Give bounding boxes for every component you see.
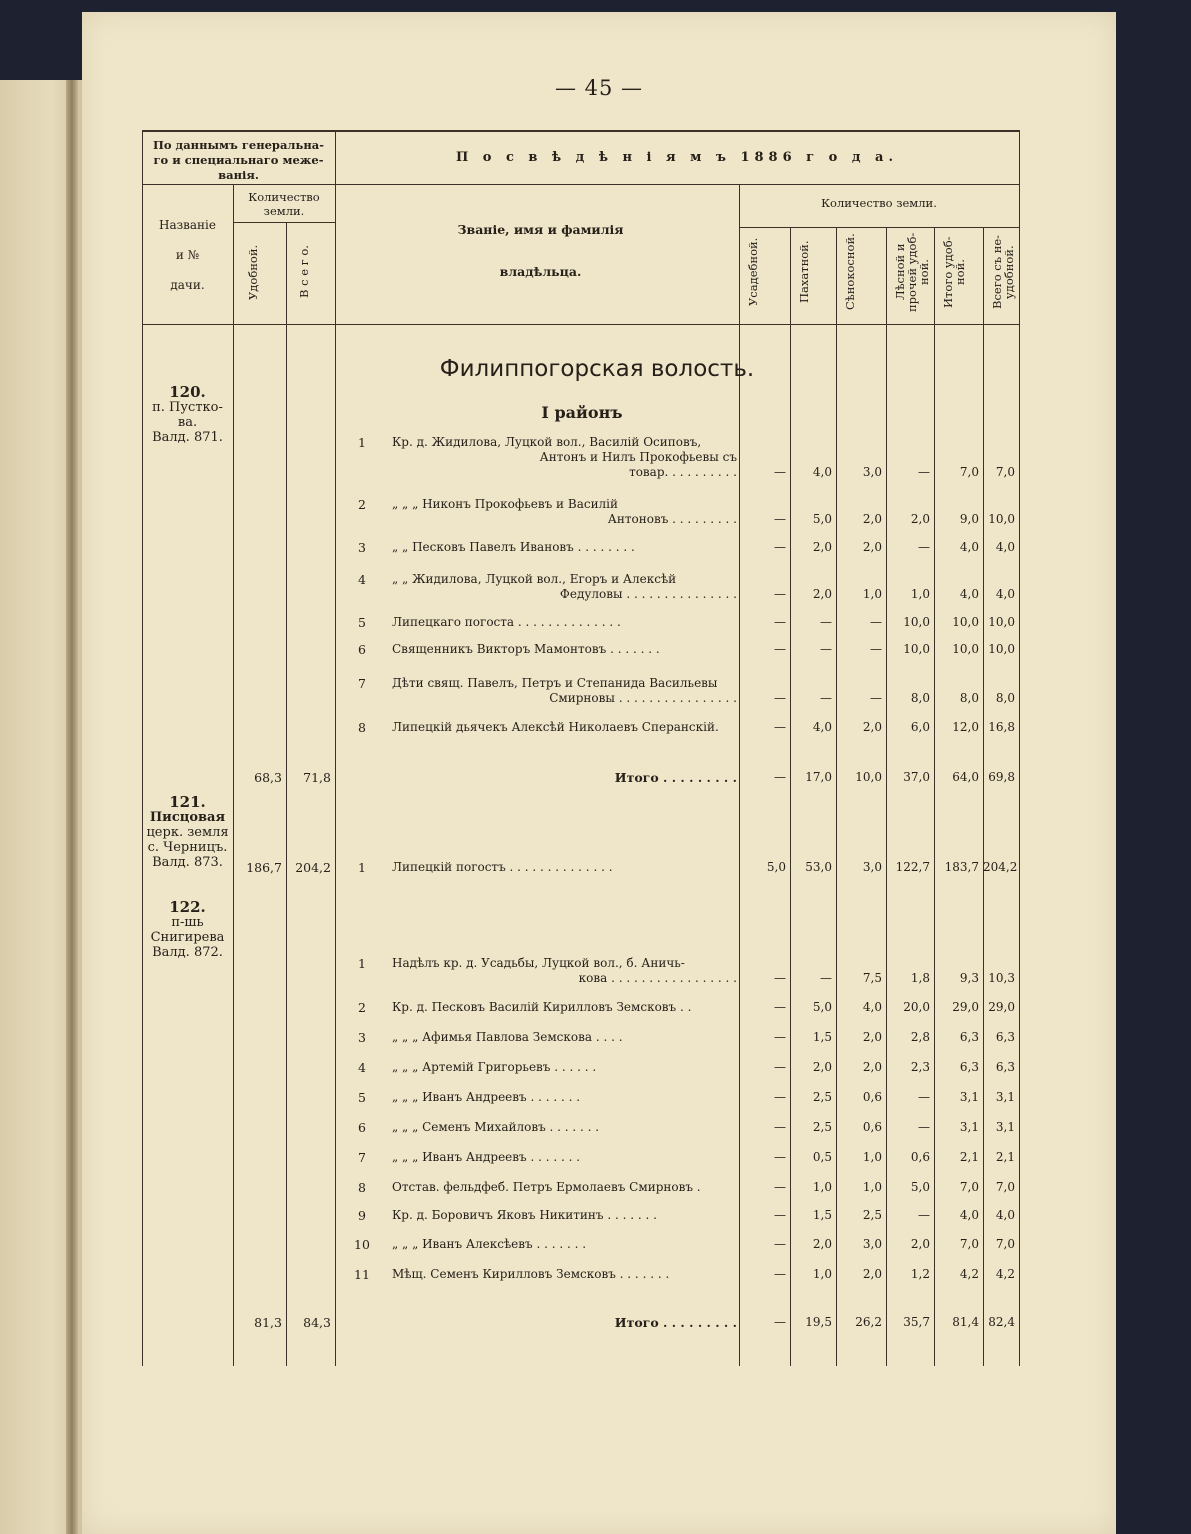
value-cell-5: 4,0 — [995, 587, 1015, 601]
value-cell-3: 6,0 — [910, 720, 930, 734]
row-number: 5 — [358, 615, 366, 630]
value-cell-5: 7,0 — [995, 1180, 1015, 1194]
value-cell-0: — — [774, 1180, 786, 1194]
rule-under-source-left — [142, 184, 335, 185]
row-number: 1 — [358, 956, 366, 971]
value-cell-5: 10,0 — [988, 642, 1015, 656]
owner-line: Дѣти свящ. Павелъ, Петръ и Степанида Васильевы — [392, 676, 718, 690]
rule-les — [934, 227, 935, 1366]
owner-line: „ „ Песковъ Павелъ Ивановъ . . . . . . . . — [392, 540, 635, 554]
value-cell-3: 122,7 — [895, 860, 930, 874]
value-cell-3: — — [918, 1090, 930, 1104]
value-cell-1: — — [820, 615, 832, 629]
value-cell-0: — — [774, 1237, 786, 1251]
value-cell-4: 7,0 — [959, 1237, 979, 1251]
owner-line: „ „ „ Иванъ Алексѣевъ . . . . . . . — [392, 1237, 587, 1251]
value-cell-0: — — [774, 540, 786, 554]
value-cell-4: 4,0 — [959, 587, 979, 601]
row-number: 3 — [358, 540, 366, 555]
row-number: 3 — [358, 1030, 366, 1045]
owner-col-header-line: владѣльца. — [499, 264, 582, 279]
value-cell-3: 1,8 — [910, 971, 930, 985]
qty-right-sub-5: Всего съ не-удобной. — [990, 234, 1016, 310]
value-cell-0: — — [774, 1090, 786, 1104]
row-number: 8 — [358, 1180, 366, 1195]
row-number: 1 — [358, 860, 366, 875]
rule-senok — [886, 227, 887, 1366]
qty-header-line: земли. — [263, 204, 305, 218]
qty-sub-udob: Удобной. — [246, 244, 260, 300]
owner-line: Липецкаго погоста . . . . . . . . . . . . . . — [392, 615, 621, 629]
value-cell-0: — — [774, 1030, 786, 1044]
value-cell-4: 6,3 — [959, 1060, 979, 1074]
value-cell-2: 3,0 — [862, 465, 882, 479]
rayon-heading: I районъ — [541, 403, 623, 422]
value-cell-0: — — [774, 1315, 786, 1329]
owner-line: Антоновъ . . . . . . . . . — [607, 512, 737, 526]
row-number: 7 — [358, 676, 366, 691]
value-cell-5: 4,0 — [995, 1208, 1015, 1222]
value-cell-4: 4,2 — [959, 1267, 979, 1281]
value-cell-2: 1,0 — [862, 587, 882, 601]
rule-usad — [790, 227, 791, 1366]
value-cell-0: — — [774, 642, 786, 656]
value-cell-3: — — [918, 1120, 930, 1134]
source-right-title: П о с в ѣ д ѣ н і я м ъ 1886 г о д а. — [455, 150, 898, 165]
rule-left — [142, 132, 143, 1366]
owner-line: товар. . . . . . . . . . — [629, 465, 737, 479]
group-name-line: Валд. 873. — [152, 855, 223, 870]
qty-right-sub-3: Лѣсной и прочей удоб-ной. — [893, 232, 931, 312]
owner-line: Федуловы . . . . . . . . . . . . . . . — [559, 587, 737, 601]
qty-sub-vsego: В с е г о. — [297, 245, 311, 299]
value-cell-3: 37,0 — [903, 770, 930, 784]
value-cell-2: 1,0 — [862, 1150, 882, 1164]
value-cell-5: 82,4 — [988, 1315, 1015, 1329]
value-cell-4: 2,1 — [959, 1150, 979, 1164]
value-cell-2: 10,0 — [855, 770, 882, 784]
book-gutter — [66, 80, 78, 1534]
row-number: 6 — [358, 642, 366, 657]
source-left-line: го и специальнаго меже- — [153, 153, 324, 167]
value-cell-1: 5,0 — [812, 512, 832, 526]
row-number: 7 — [358, 1150, 366, 1165]
value-cell-0: — — [774, 512, 786, 526]
value-cell-5: 10,0 — [988, 512, 1015, 526]
group-name-line: Писцовая — [149, 810, 226, 825]
value-cell-0: — — [774, 720, 786, 734]
owner-line: „ „ Жидилова, Луцкой вол., Егоръ и Алексѣй — [392, 572, 677, 586]
name-col-header-line: дачи. — [170, 278, 205, 292]
value-cell-2: 2,5 — [862, 1208, 882, 1222]
owner-line: Антонъ и Нилъ Прокофьевы съ — [539, 450, 737, 464]
row-number: 9 — [358, 1208, 366, 1223]
value-cell-3: 5,0 — [910, 1180, 930, 1194]
value-cell-2: 2,0 — [862, 1030, 882, 1044]
value-cell-0: — — [774, 1000, 786, 1014]
value-cell-1: 17,0 — [805, 770, 832, 784]
value-cell-4: 3,1 — [959, 1120, 979, 1134]
owner-line: Кр. д. Боровичъ Яковъ Никитинъ . . . . . . . — [392, 1208, 657, 1222]
qty-right-sub-2: Сѣнокосной. — [843, 233, 857, 311]
row-number: 8 — [358, 720, 366, 735]
owner-line: Отстав. фельдфеб. Петръ Ермолаевъ Смирновъ . — [392, 1180, 701, 1194]
group-name-line: Валд. 871. — [152, 430, 223, 445]
value-cell-1: 4,0 — [812, 720, 832, 734]
volost-heading: Филиппогорская волость. — [439, 356, 755, 382]
value-cell-2: 3,0 — [862, 1237, 882, 1251]
value-cell-0: — — [774, 1267, 786, 1281]
value-cell-4: 10,0 — [952, 642, 979, 656]
value-cell-2: — — [870, 642, 882, 656]
value-cell-0: — — [774, 1120, 786, 1134]
owner-line: Липецкій дьячекъ Алексѣй Николаевъ Сперанскій. — [392, 720, 719, 734]
owner-line: Смирновы . . . . . . . . . . . . . . . . — [549, 691, 737, 705]
value-cell-5: 3,1 — [995, 1120, 1015, 1134]
qty-right-sub-4: Итого удоб-ной. — [941, 236, 967, 308]
value-cell-0: — — [774, 587, 786, 601]
group-name-line: п-шь — [171, 915, 204, 930]
value-cell-5: 2,1 — [995, 1150, 1015, 1164]
value-cell-1: 2,5 — [812, 1090, 832, 1104]
value-cell-2: — — [870, 691, 882, 705]
owner-line: „ „ „ Артемій Григорьевъ . . . . . . — [392, 1060, 597, 1074]
value-cell-2: — — [870, 615, 882, 629]
value-cell-2: 2,0 — [862, 512, 882, 526]
vsego-cell: 204,2 — [295, 860, 331, 875]
value-cell-0: — — [774, 1150, 786, 1164]
value-cell-0: — — [774, 1060, 786, 1074]
row-number: 2 — [358, 497, 366, 512]
value-cell-5: 4,0 — [995, 540, 1015, 554]
row-number: 2 — [358, 1000, 366, 1015]
group-name-line: Снигирева — [150, 930, 225, 945]
value-cell-1: 1,5 — [812, 1030, 832, 1044]
value-cell-0: — — [774, 770, 786, 784]
rule-under-qty-left — [233, 222, 335, 223]
value-cell-4: 12,0 — [952, 720, 979, 734]
total-udob: 81,3 — [254, 1315, 282, 1330]
value-cell-4: 183,7 — [944, 860, 979, 874]
value-cell-3: — — [918, 1208, 930, 1222]
owner-line: Надѣлъ кр. д. Усадьбы, Луцкой вол., б. Аничь- — [392, 956, 685, 970]
source-left-line: ванія. — [218, 168, 259, 182]
value-cell-4: 9,3 — [959, 971, 979, 985]
value-cell-3: 2,3 — [910, 1060, 930, 1074]
value-cell-1: 53,0 — [805, 860, 832, 874]
qty-right-sub-0: Усадебной. — [746, 237, 760, 307]
group-name-line: с. Черницъ. — [147, 840, 228, 855]
value-cell-2: 1,0 — [862, 1180, 882, 1194]
total-label: Итого . . . . . . . . . — [614, 1315, 737, 1330]
value-cell-5: 69,8 — [988, 770, 1015, 784]
udob-cell: 186,7 — [246, 860, 282, 875]
row-number: 4 — [358, 572, 366, 587]
value-cell-5: 8,0 — [995, 691, 1015, 705]
value-cell-5: 29,0 — [988, 1000, 1015, 1014]
owner-line: „ „ „ Никонъ Прокофьевъ и Василій — [392, 497, 619, 511]
value-cell-5: 204,2 — [983, 860, 1018, 874]
rule-udob — [286, 222, 287, 1366]
value-cell-3: 2,0 — [910, 512, 930, 526]
rule-right — [1019, 132, 1020, 1366]
value-cell-5: 6,3 — [995, 1060, 1015, 1074]
owner-line: Священникъ Викторъ Мамонтовъ . . . . . . . — [392, 642, 660, 656]
row-number: 4 — [358, 1060, 366, 1075]
value-cell-0: 5,0 — [766, 860, 786, 874]
qty-right-sub-1: Пахатной. — [797, 240, 811, 304]
value-cell-1: 4,0 — [812, 465, 832, 479]
owner-line: Кр. д. Песковъ Василій Кирилловъ Земсковъ . . — [392, 1000, 692, 1014]
source-left-line: По даннымъ генеральна- — [153, 138, 324, 152]
owner-line: Кр. д. Жидилова, Луцкой вол., Василій Осиповъ, — [392, 435, 702, 449]
value-cell-5: 6,3 — [995, 1030, 1015, 1044]
value-cell-2: 0,6 — [862, 1090, 882, 1104]
value-cell-2: 3,0 — [862, 860, 882, 874]
value-cell-0: — — [774, 615, 786, 629]
owner-line: „ „ „ Семенъ Михайловъ . . . . . . . — [392, 1120, 600, 1134]
value-cell-3: — — [918, 540, 930, 554]
value-cell-4: 4,0 — [959, 1208, 979, 1222]
value-cell-2: 2,0 — [862, 720, 882, 734]
value-cell-3: 0,6 — [910, 1150, 930, 1164]
value-cell-4: 9,0 — [959, 512, 979, 526]
owner-col-header-line: Званіе, имя и фамилія — [457, 222, 624, 237]
total-udob: 68,3 — [254, 770, 282, 785]
value-cell-3: 10,0 — [903, 615, 930, 629]
value-cell-1: 2,0 — [812, 1060, 832, 1074]
value-cell-4: 7,0 — [959, 1180, 979, 1194]
value-cell-1: — — [820, 691, 832, 705]
value-cell-4: 4,0 — [959, 540, 979, 554]
rule-pakh — [836, 227, 837, 1366]
group-name-line: ва. — [177, 415, 198, 430]
value-cell-1: — — [820, 971, 832, 985]
value-cell-4: 6,3 — [959, 1030, 979, 1044]
value-cell-1: 1,0 — [812, 1267, 832, 1281]
value-cell-4: 10,0 — [952, 615, 979, 629]
value-cell-4: 8,0 — [959, 691, 979, 705]
value-cell-5: 10,0 — [988, 615, 1015, 629]
value-cell-2: 2,0 — [862, 1267, 882, 1281]
value-cell-1: 1,5 — [812, 1208, 832, 1222]
total-label: Итого . . . . . . . . . — [614, 770, 737, 785]
total-vsego: 71,8 — [303, 770, 331, 785]
row-number: 1 — [358, 435, 366, 450]
rule-vsego — [335, 132, 336, 1366]
group-name-line: 120. — [169, 383, 206, 401]
group-name-line: 122. — [169, 898, 206, 916]
value-cell-3: 10,0 — [903, 642, 930, 656]
value-cell-4: 81,4 — [952, 1315, 979, 1329]
value-cell-3: 8,0 — [910, 691, 930, 705]
value-cell-2: 2,0 — [862, 1060, 882, 1074]
value-cell-0: — — [774, 465, 786, 479]
rule-under-source-right — [335, 184, 1019, 185]
value-cell-1: 0,5 — [812, 1150, 832, 1164]
value-cell-5: 7,0 — [995, 1237, 1015, 1251]
rule-header-bottom — [142, 324, 1019, 325]
value-cell-0: — — [774, 1208, 786, 1222]
row-number: 6 — [358, 1120, 366, 1135]
row-number: 5 — [358, 1090, 366, 1105]
value-cell-2: 0,6 — [862, 1120, 882, 1134]
owner-line: Мѣщ. Семенъ Кирилловъ Земсковъ . . . . . . . — [392, 1267, 670, 1281]
owner-line: кова . . . . . . . . . . . . . . . . . — [578, 971, 737, 985]
qty-right-header: Количество земли. — [821, 196, 937, 210]
name-col-header-line: и № — [175, 248, 200, 262]
name-col-header-line: Названіе — [158, 218, 216, 232]
value-cell-2: 2,0 — [862, 540, 882, 554]
value-cell-1: 19,5 — [805, 1315, 832, 1329]
group-name-line: церк. земля — [146, 825, 229, 840]
value-cell-1: 2,5 — [812, 1120, 832, 1134]
value-cell-3: 1,2 — [910, 1267, 930, 1281]
value-cell-2: 4,0 — [862, 1000, 882, 1014]
value-cell-3: 20,0 — [903, 1000, 930, 1014]
value-cell-1: 2,0 — [812, 1237, 832, 1251]
qty-header-line: Количество — [248, 190, 320, 204]
value-cell-2: 7,5 — [862, 971, 882, 985]
value-cell-4: 29,0 — [952, 1000, 979, 1014]
owner-line: Липецкій погостъ . . . . . . . . . . . . . . — [392, 860, 613, 874]
value-cell-3: 1,0 — [910, 587, 930, 601]
total-vsego: 84,3 — [303, 1315, 331, 1330]
value-cell-1: 2,0 — [812, 540, 832, 554]
value-cell-5: 3,1 — [995, 1090, 1015, 1104]
value-cell-3: 2,8 — [910, 1030, 930, 1044]
page-number: — 45 — — [554, 76, 644, 100]
value-cell-5: 7,0 — [995, 465, 1015, 479]
value-cell-0: — — [774, 971, 786, 985]
value-cell-3: 2,0 — [910, 1237, 930, 1251]
owner-line: „ „ „ Иванъ Андреевъ . . . . . . . — [392, 1150, 581, 1164]
rule-itogo — [983, 227, 984, 1366]
group-name-line: п. Пустко- — [152, 400, 223, 415]
group-name-line: 121. — [169, 793, 206, 811]
value-cell-4: 3,1 — [959, 1090, 979, 1104]
row-number: 11 — [354, 1267, 370, 1282]
value-cell-4: 64,0 — [952, 770, 979, 784]
value-cell-1: — — [820, 642, 832, 656]
value-cell-1: 5,0 — [812, 1000, 832, 1014]
value-cell-5: 16,8 — [988, 720, 1015, 734]
row-number: 10 — [354, 1237, 370, 1252]
value-cell-5: 10,3 — [988, 971, 1015, 985]
value-cell-2: 26,2 — [855, 1315, 882, 1329]
value-cell-1: 2,0 — [812, 587, 832, 601]
group-name-line: Валд. 872. — [152, 945, 223, 960]
value-cell-3: — — [918, 465, 930, 479]
owner-line: „ „ „ Афимья Павлова Земскова . . . . — [392, 1030, 623, 1044]
value-cell-4: 7,0 — [959, 465, 979, 479]
value-cell-1: 1,0 — [812, 1180, 832, 1194]
owner-line: „ „ „ Иванъ Андреевъ . . . . . . . — [392, 1090, 581, 1104]
value-cell-3: 35,7 — [903, 1315, 930, 1329]
value-cell-5: 4,2 — [995, 1267, 1015, 1281]
value-cell-0: — — [774, 691, 786, 705]
